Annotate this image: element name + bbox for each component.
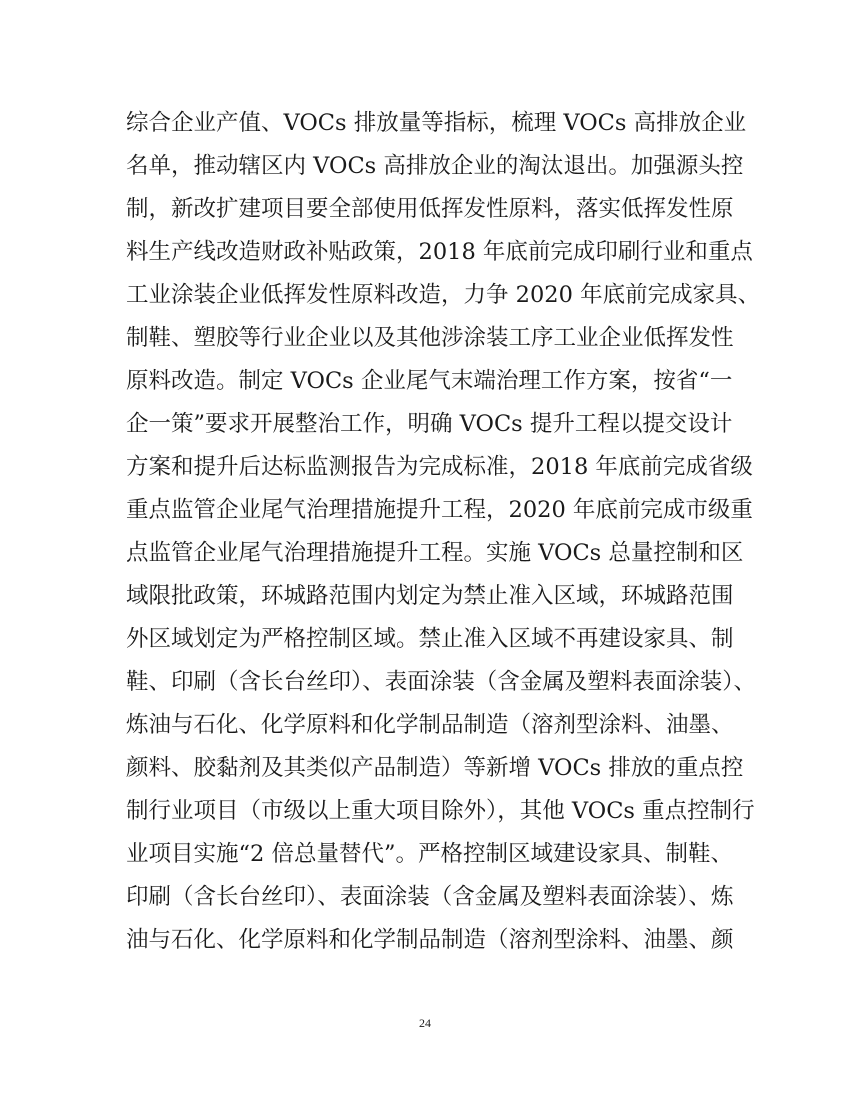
text-line: 企一策”要求开展整治工作，明确 VOCs 提升工程以提交设计 — [126, 411, 733, 437]
text-line: 工业涂装企业低挥发性原料改造，力争 2020 年底前完成家具、 — [126, 282, 761, 308]
page-number: 24 — [419, 1016, 431, 1030]
text-line: 制鞋、塑胶等行业企业以及其他涉涂装工序工业企业低挥发性 — [126, 325, 734, 351]
text-line: 点监管企业尾气治理措施提升工程。实施 VOCs 总量控制和区 — [126, 540, 744, 566]
text-line: 重点监管企业尾气治理措施提升工程，2020 年底前完成市级重 — [126, 497, 753, 523]
text-line: 油与石化、化学原料和化学制品制造（溶剂型涂料、油墨、颜 — [126, 927, 734, 953]
text-line: 业项目实施“2 倍总量替代”。严格控制区域建设家具、制鞋、 — [126, 841, 733, 867]
text-line: 炼油与石化、化学原料和化学制品制造（溶剂型涂料、油墨、 — [126, 712, 734, 738]
text-line: 名单，推动辖区内 VOCs 高排放企业的淘汰退出。加强源头控 — [126, 153, 744, 179]
text-line: 制，新改扩建项目要全部使用低挥发性原料，落实低挥发性原 — [126, 196, 734, 222]
text-line: 域限批政策，环城路范围内划定为禁止准入区域，环城路范围 — [126, 583, 734, 609]
text-line: 料生产线改造财政补贴政策，2018 年底前完成印刷行业和重点 — [126, 239, 753, 265]
text-line: 制行业项目（市级以上重大项目除外），其他 VOCs 重点控制行 — [126, 798, 755, 824]
text-line: 印刷（含长台丝印）、表面涂装（含金属及塑料表面涂装）、炼 — [126, 884, 734, 910]
text-line: 颜料、胶黏剂及其类似产品制造）等新增 VOCs 排放的重点控 — [126, 755, 744, 781]
text-line: 综合企业产值、VOCs 排放量等指标，梳理 VOCs 高排放企业 — [126, 110, 747, 136]
text-line: 外区域划定为严格控制区域。禁止准入区域不再建设家具、制 — [126, 626, 734, 652]
text-line: 鞋、印刷（含长台丝印）、表面涂装（含金属及塑料表面涂装）、 — [126, 669, 757, 695]
text-line: 方案和提升后达标监测报告为完成标准，2018 年底前完成省级 — [126, 454, 753, 480]
text-line: 原料改造。制定 VOCs 企业尾气末端治理工作方案，按省“一 — [126, 368, 733, 394]
